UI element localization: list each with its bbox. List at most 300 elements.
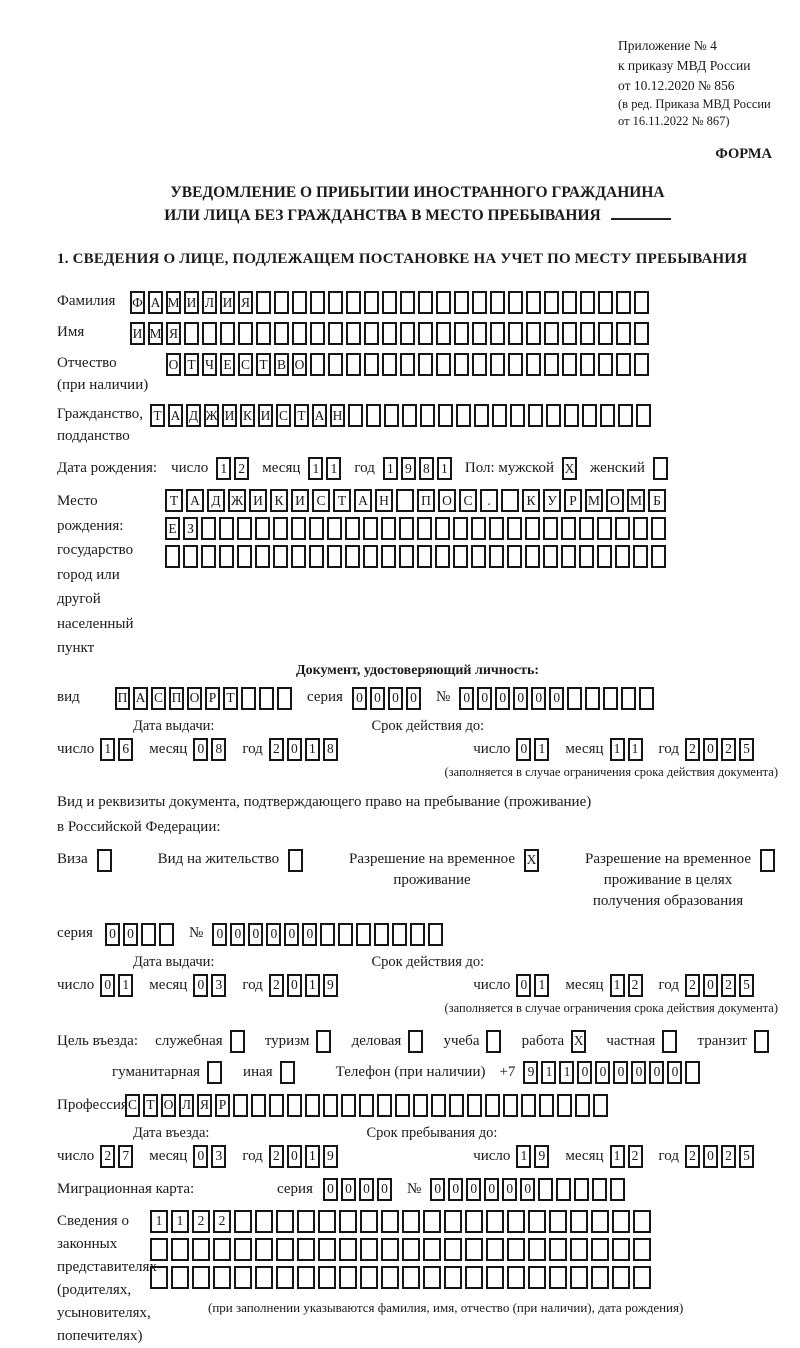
char-box[interactable] bbox=[598, 322, 613, 345]
purpose-tourism-checkbox[interactable] bbox=[316, 1030, 331, 1053]
char-box[interactable] bbox=[580, 353, 595, 376]
char-box[interactable]: И bbox=[184, 291, 199, 314]
char-box[interactable]: О bbox=[606, 489, 624, 512]
char-box[interactable] bbox=[597, 545, 612, 568]
char-box[interactable]: Ч bbox=[202, 353, 217, 376]
char-box[interactable]: С bbox=[459, 489, 477, 512]
char-box[interactable] bbox=[564, 404, 579, 427]
char-box[interactable] bbox=[575, 1094, 590, 1117]
char-box[interactable]: Т bbox=[223, 687, 238, 710]
char-box[interactable] bbox=[603, 687, 618, 710]
char-box[interactable]: 0 bbox=[531, 687, 546, 710]
char-box[interactable] bbox=[612, 1210, 630, 1233]
char-box[interactable]: 8 bbox=[323, 738, 338, 761]
char-box[interactable]: 1 bbox=[516, 1145, 531, 1168]
char-box[interactable]: С bbox=[312, 489, 330, 512]
char-box[interactable] bbox=[364, 322, 379, 345]
char-box[interactable]: И bbox=[249, 489, 267, 512]
char-box[interactable] bbox=[392, 923, 407, 946]
char-box[interactable] bbox=[525, 545, 540, 568]
char-box[interactable]: А bbox=[168, 404, 183, 427]
char-box[interactable] bbox=[454, 353, 469, 376]
char-box[interactable]: Т bbox=[294, 404, 309, 427]
char-box[interactable] bbox=[585, 687, 600, 710]
char-box[interactable]: Т bbox=[256, 353, 271, 376]
char-box[interactable]: 2 bbox=[721, 1145, 736, 1168]
char-box[interactable]: 9 bbox=[323, 1145, 338, 1168]
char-box[interactable] bbox=[274, 322, 289, 345]
char-box[interactable] bbox=[436, 322, 451, 345]
char-box[interactable]: 2 bbox=[213, 1210, 231, 1233]
char-box[interactable] bbox=[612, 1238, 630, 1261]
char-box[interactable] bbox=[341, 1094, 356, 1117]
char-box[interactable] bbox=[610, 1178, 625, 1201]
char-box[interactable] bbox=[339, 1266, 357, 1289]
char-box[interactable] bbox=[579, 517, 594, 540]
char-box[interactable] bbox=[402, 1210, 420, 1233]
char-box[interactable] bbox=[256, 322, 271, 345]
char-box[interactable]: 0 bbox=[631, 1061, 646, 1084]
char-box[interactable] bbox=[366, 404, 381, 427]
char-box[interactable]: Р bbox=[205, 687, 220, 710]
char-box[interactable]: 0 bbox=[406, 687, 421, 710]
char-box[interactable]: А bbox=[148, 291, 163, 314]
char-box[interactable] bbox=[310, 353, 325, 376]
char-box[interactable]: К bbox=[240, 404, 255, 427]
char-box[interactable] bbox=[327, 545, 342, 568]
char-box[interactable] bbox=[633, 1266, 651, 1289]
char-box[interactable] bbox=[423, 1238, 441, 1261]
char-box[interactable]: 0 bbox=[287, 738, 302, 761]
char-box[interactable]: 1 bbox=[610, 1145, 625, 1168]
char-box[interactable]: П bbox=[417, 489, 435, 512]
char-box[interactable] bbox=[592, 1178, 607, 1201]
char-box[interactable] bbox=[220, 322, 235, 345]
char-box[interactable]: 2 bbox=[234, 457, 249, 480]
char-box[interactable]: Б bbox=[648, 489, 666, 512]
char-box[interactable] bbox=[291, 517, 306, 540]
char-box[interactable]: 0 bbox=[448, 1178, 463, 1201]
char-box[interactable] bbox=[438, 404, 453, 427]
char-box[interactable]: 0 bbox=[430, 1178, 445, 1201]
char-box[interactable] bbox=[345, 545, 360, 568]
char-box[interactable] bbox=[600, 404, 615, 427]
char-box[interactable] bbox=[213, 1266, 231, 1289]
char-box[interactable] bbox=[171, 1266, 189, 1289]
char-box[interactable] bbox=[348, 404, 363, 427]
purpose-private-checkbox[interactable] bbox=[662, 1030, 677, 1053]
char-box[interactable] bbox=[593, 1094, 608, 1117]
char-box[interactable] bbox=[582, 404, 597, 427]
char-box[interactable]: . bbox=[480, 489, 498, 512]
char-box[interactable] bbox=[410, 923, 425, 946]
char-box[interactable]: 2 bbox=[721, 974, 736, 997]
char-box[interactable]: 0 bbox=[266, 923, 281, 946]
char-box[interactable]: Т bbox=[150, 404, 165, 427]
char-box[interactable]: Ф bbox=[130, 291, 145, 314]
char-box[interactable] bbox=[234, 1266, 252, 1289]
char-box[interactable] bbox=[381, 517, 396, 540]
char-box[interactable]: А bbox=[186, 489, 204, 512]
char-box[interactable]: И bbox=[258, 404, 273, 427]
temp-residence-edu-checkbox[interactable] bbox=[760, 849, 775, 872]
char-box[interactable] bbox=[150, 1266, 168, 1289]
char-box[interactable]: 0 bbox=[613, 1061, 628, 1084]
char-box[interactable]: 0 bbox=[649, 1061, 664, 1084]
char-box[interactable] bbox=[490, 353, 505, 376]
char-box[interactable]: 0 bbox=[105, 923, 120, 946]
char-box[interactable] bbox=[234, 1238, 252, 1261]
char-box[interactable]: О bbox=[438, 489, 456, 512]
char-box[interactable]: 0 bbox=[302, 923, 317, 946]
char-box[interactable] bbox=[490, 291, 505, 314]
char-box[interactable] bbox=[377, 1094, 392, 1117]
char-box[interactable] bbox=[382, 353, 397, 376]
char-box[interactable] bbox=[636, 404, 651, 427]
char-box[interactable]: 6 bbox=[118, 738, 133, 761]
char-box[interactable]: 0 bbox=[703, 1145, 718, 1168]
char-box[interactable]: 0 bbox=[100, 974, 115, 997]
char-box[interactable] bbox=[579, 545, 594, 568]
char-box[interactable] bbox=[474, 404, 489, 427]
char-box[interactable] bbox=[259, 687, 274, 710]
char-box[interactable]: С bbox=[276, 404, 291, 427]
char-box[interactable]: 1 bbox=[383, 457, 398, 480]
char-box[interactable]: 2 bbox=[685, 1145, 700, 1168]
char-box[interactable] bbox=[544, 353, 559, 376]
char-box[interactable] bbox=[400, 291, 415, 314]
char-box[interactable] bbox=[402, 1266, 420, 1289]
char-box[interactable] bbox=[528, 1210, 546, 1233]
char-box[interactable]: 2 bbox=[628, 1145, 643, 1168]
char-box[interactable] bbox=[171, 1238, 189, 1261]
char-box[interactable]: 1 bbox=[534, 738, 549, 761]
char-box[interactable]: 1 bbox=[171, 1210, 189, 1233]
char-box[interactable] bbox=[526, 291, 541, 314]
char-box[interactable]: Т bbox=[165, 489, 183, 512]
char-box[interactable] bbox=[423, 1210, 441, 1233]
char-box[interactable] bbox=[413, 1094, 428, 1117]
char-box[interactable] bbox=[328, 291, 343, 314]
purpose-study-checkbox[interactable] bbox=[486, 1030, 501, 1053]
char-box[interactable]: Я bbox=[238, 291, 253, 314]
char-box[interactable]: 1 bbox=[305, 1145, 320, 1168]
char-box[interactable]: Л bbox=[202, 291, 217, 314]
char-box[interactable]: П bbox=[115, 687, 130, 710]
char-box[interactable] bbox=[598, 353, 613, 376]
char-box[interactable] bbox=[276, 1210, 294, 1233]
char-box[interactable]: 0 bbox=[667, 1061, 682, 1084]
char-box[interactable]: 2 bbox=[721, 738, 736, 761]
char-box[interactable] bbox=[255, 1266, 273, 1289]
char-box[interactable]: 3 bbox=[211, 974, 226, 997]
char-box[interactable] bbox=[381, 545, 396, 568]
char-box[interactable]: 0 bbox=[377, 1178, 392, 1201]
char-box[interactable]: Ж bbox=[228, 489, 246, 512]
char-box[interactable] bbox=[591, 1210, 609, 1233]
char-box[interactable]: 5 bbox=[739, 738, 754, 761]
char-box[interactable]: 0 bbox=[577, 1061, 592, 1084]
char-box[interactable]: А bbox=[312, 404, 327, 427]
char-box[interactable] bbox=[339, 1238, 357, 1261]
char-box[interactable] bbox=[633, 517, 648, 540]
char-box[interactable]: З bbox=[183, 517, 198, 540]
char-box[interactable] bbox=[570, 1210, 588, 1233]
char-box[interactable] bbox=[381, 1266, 399, 1289]
char-box[interactable] bbox=[465, 1238, 483, 1261]
char-box[interactable] bbox=[634, 291, 649, 314]
char-box[interactable] bbox=[339, 1210, 357, 1233]
char-box[interactable] bbox=[544, 291, 559, 314]
char-box[interactable]: П bbox=[169, 687, 184, 710]
char-box[interactable] bbox=[591, 1238, 609, 1261]
purpose-transit-checkbox[interactable] bbox=[754, 1030, 769, 1053]
char-box[interactable]: М bbox=[148, 322, 163, 345]
char-box[interactable] bbox=[233, 1094, 248, 1117]
char-box[interactable] bbox=[418, 322, 433, 345]
char-box[interactable] bbox=[382, 322, 397, 345]
char-box[interactable] bbox=[507, 545, 522, 568]
char-box[interactable]: В bbox=[274, 353, 289, 376]
char-box[interactable] bbox=[318, 1238, 336, 1261]
char-box[interactable]: С bbox=[238, 353, 253, 376]
char-box[interactable] bbox=[549, 1210, 567, 1233]
char-box[interactable] bbox=[508, 291, 523, 314]
sex-female-checkbox[interactable] bbox=[653, 457, 668, 480]
char-box[interactable] bbox=[435, 545, 450, 568]
char-box[interactable] bbox=[297, 1266, 315, 1289]
char-box[interactable]: Д bbox=[207, 489, 225, 512]
char-box[interactable] bbox=[192, 1266, 210, 1289]
char-box[interactable] bbox=[219, 517, 234, 540]
char-box[interactable] bbox=[360, 1210, 378, 1233]
char-box[interactable] bbox=[423, 1266, 441, 1289]
char-box[interactable]: 0 bbox=[370, 687, 385, 710]
char-box[interactable]: 1 bbox=[326, 457, 341, 480]
char-box[interactable]: 0 bbox=[703, 738, 718, 761]
char-box[interactable] bbox=[444, 1266, 462, 1289]
char-box[interactable] bbox=[486, 1266, 504, 1289]
char-box[interactable]: А bbox=[133, 687, 148, 710]
char-box[interactable]: Е bbox=[165, 517, 180, 540]
char-box[interactable]: О bbox=[292, 353, 307, 376]
char-box[interactable] bbox=[374, 923, 389, 946]
char-box[interactable] bbox=[428, 923, 443, 946]
char-box[interactable] bbox=[328, 353, 343, 376]
char-box[interactable] bbox=[273, 545, 288, 568]
char-box[interactable]: 0 bbox=[703, 974, 718, 997]
char-box[interactable] bbox=[318, 1266, 336, 1289]
char-box[interactable] bbox=[616, 353, 631, 376]
char-box[interactable]: М bbox=[627, 489, 645, 512]
char-box[interactable]: 0 bbox=[477, 687, 492, 710]
char-box[interactable]: И bbox=[130, 322, 145, 345]
char-box[interactable] bbox=[274, 291, 289, 314]
char-box[interactable] bbox=[420, 404, 435, 427]
char-box[interactable]: 0 bbox=[502, 1178, 517, 1201]
char-box[interactable] bbox=[381, 1210, 399, 1233]
char-box[interactable] bbox=[685, 1061, 700, 1084]
char-box[interactable] bbox=[346, 291, 361, 314]
char-box[interactable]: 0 bbox=[484, 1178, 499, 1201]
char-box[interactable]: 8 bbox=[211, 738, 226, 761]
char-box[interactable] bbox=[538, 1178, 553, 1201]
char-box[interactable] bbox=[467, 1094, 482, 1117]
char-box[interactable]: 5 bbox=[739, 1145, 754, 1168]
char-box[interactable] bbox=[557, 1094, 572, 1117]
char-box[interactable] bbox=[255, 545, 270, 568]
char-box[interactable] bbox=[323, 1094, 338, 1117]
char-box[interactable] bbox=[528, 404, 543, 427]
char-box[interactable] bbox=[633, 1210, 651, 1233]
char-box[interactable] bbox=[615, 545, 630, 568]
char-box[interactable]: 0 bbox=[212, 923, 227, 946]
char-box[interactable] bbox=[338, 923, 353, 946]
char-box[interactable] bbox=[456, 404, 471, 427]
char-box[interactable] bbox=[328, 322, 343, 345]
char-box[interactable] bbox=[202, 322, 217, 345]
char-box[interactable] bbox=[546, 404, 561, 427]
char-box[interactable] bbox=[418, 353, 433, 376]
char-box[interactable] bbox=[297, 1210, 315, 1233]
char-box[interactable]: 0 bbox=[248, 923, 263, 946]
purpose-business-checkbox[interactable] bbox=[408, 1030, 423, 1053]
char-box[interactable] bbox=[201, 517, 216, 540]
char-box[interactable]: 2 bbox=[269, 974, 284, 997]
char-box[interactable]: 2 bbox=[269, 738, 284, 761]
char-box[interactable]: 1 bbox=[437, 457, 452, 480]
char-box[interactable]: 1 bbox=[628, 738, 643, 761]
char-box[interactable]: 0 bbox=[513, 687, 528, 710]
char-box[interactable] bbox=[574, 1178, 589, 1201]
visa-checkbox[interactable] bbox=[97, 849, 112, 872]
char-box[interactable] bbox=[507, 1238, 525, 1261]
char-box[interactable]: 1 bbox=[541, 1061, 556, 1084]
char-box[interactable] bbox=[402, 404, 417, 427]
char-box[interactable] bbox=[465, 1210, 483, 1233]
char-box[interactable] bbox=[310, 322, 325, 345]
char-box[interactable] bbox=[507, 1266, 525, 1289]
char-box[interactable]: 0 bbox=[466, 1178, 481, 1201]
char-box[interactable] bbox=[356, 923, 371, 946]
char-box[interactable] bbox=[309, 517, 324, 540]
char-box[interactable] bbox=[562, 322, 577, 345]
char-box[interactable] bbox=[364, 291, 379, 314]
char-box[interactable]: Р bbox=[564, 489, 582, 512]
char-box[interactable]: Е bbox=[220, 353, 235, 376]
char-box[interactable] bbox=[570, 1266, 588, 1289]
char-box[interactable] bbox=[183, 545, 198, 568]
char-box[interactable] bbox=[561, 517, 576, 540]
char-box[interactable]: Т bbox=[184, 353, 199, 376]
char-box[interactable] bbox=[402, 1238, 420, 1261]
char-box[interactable] bbox=[255, 517, 270, 540]
char-box[interactable]: 2 bbox=[685, 738, 700, 761]
temp-residence-checkbox[interactable]: X bbox=[524, 849, 539, 872]
char-box[interactable] bbox=[465, 1266, 483, 1289]
char-box[interactable] bbox=[543, 517, 558, 540]
char-box[interactable] bbox=[562, 291, 577, 314]
char-box[interactable]: М bbox=[585, 489, 603, 512]
char-box[interactable]: 1 bbox=[308, 457, 323, 480]
char-box[interactable] bbox=[508, 353, 523, 376]
char-box[interactable] bbox=[269, 1094, 284, 1117]
char-box[interactable]: 9 bbox=[523, 1061, 538, 1084]
char-box[interactable] bbox=[597, 517, 612, 540]
char-box[interactable] bbox=[449, 1094, 464, 1117]
char-box[interactable] bbox=[567, 687, 582, 710]
char-box[interactable]: 2 bbox=[685, 974, 700, 997]
char-box[interactable] bbox=[399, 545, 414, 568]
char-box[interactable] bbox=[525, 517, 540, 540]
char-box[interactable] bbox=[417, 517, 432, 540]
char-box[interactable]: 0 bbox=[323, 1178, 338, 1201]
char-box[interactable]: 0 bbox=[459, 687, 474, 710]
char-box[interactable] bbox=[528, 1238, 546, 1261]
char-box[interactable]: О bbox=[166, 353, 181, 376]
char-box[interactable] bbox=[454, 291, 469, 314]
char-box[interactable] bbox=[359, 1094, 374, 1117]
purpose-official-checkbox[interactable] bbox=[230, 1030, 245, 1053]
char-box[interactable] bbox=[528, 1266, 546, 1289]
char-box[interactable] bbox=[255, 1210, 273, 1233]
char-box[interactable] bbox=[277, 687, 292, 710]
char-box[interactable] bbox=[360, 1238, 378, 1261]
char-box[interactable] bbox=[396, 489, 414, 512]
char-box[interactable] bbox=[436, 291, 451, 314]
char-box[interactable] bbox=[471, 517, 486, 540]
char-box[interactable] bbox=[486, 1238, 504, 1261]
sex-male-checkbox[interactable]: X bbox=[562, 457, 577, 480]
char-box[interactable] bbox=[444, 1210, 462, 1233]
char-box[interactable] bbox=[633, 1238, 651, 1261]
char-box[interactable] bbox=[485, 1094, 500, 1117]
char-box[interactable]: 8 bbox=[419, 457, 434, 480]
char-box[interactable] bbox=[639, 687, 654, 710]
char-box[interactable]: 1 bbox=[150, 1210, 168, 1233]
char-box[interactable]: 9 bbox=[534, 1145, 549, 1168]
char-box[interactable]: 0 bbox=[516, 738, 531, 761]
char-box[interactable] bbox=[472, 322, 487, 345]
char-box[interactable] bbox=[395, 1094, 410, 1117]
char-box[interactable]: 2 bbox=[269, 1145, 284, 1168]
char-box[interactable] bbox=[634, 322, 649, 345]
char-box[interactable]: 0 bbox=[193, 974, 208, 997]
char-box[interactable]: И bbox=[220, 291, 235, 314]
char-box[interactable] bbox=[651, 545, 666, 568]
char-box[interactable]: С bbox=[151, 687, 166, 710]
char-box[interactable] bbox=[305, 1094, 320, 1117]
char-box[interactable] bbox=[292, 322, 307, 345]
char-box[interactable] bbox=[580, 291, 595, 314]
char-box[interactable] bbox=[556, 1178, 571, 1201]
char-box[interactable]: 1 bbox=[610, 974, 625, 997]
char-box[interactable]: 1 bbox=[216, 457, 231, 480]
char-box[interactable]: Я bbox=[166, 322, 181, 345]
char-box[interactable]: 1 bbox=[559, 1061, 574, 1084]
char-box[interactable] bbox=[363, 545, 378, 568]
char-box[interactable]: И bbox=[291, 489, 309, 512]
char-box[interactable]: 3 bbox=[211, 1145, 226, 1168]
char-box[interactable] bbox=[526, 322, 541, 345]
char-box[interactable] bbox=[399, 517, 414, 540]
char-box[interactable] bbox=[549, 1266, 567, 1289]
char-box[interactable] bbox=[213, 1238, 231, 1261]
char-box[interactable] bbox=[580, 322, 595, 345]
char-box[interactable]: И bbox=[222, 404, 237, 427]
char-box[interactable]: Ж bbox=[204, 404, 219, 427]
char-box[interactable] bbox=[454, 322, 469, 345]
